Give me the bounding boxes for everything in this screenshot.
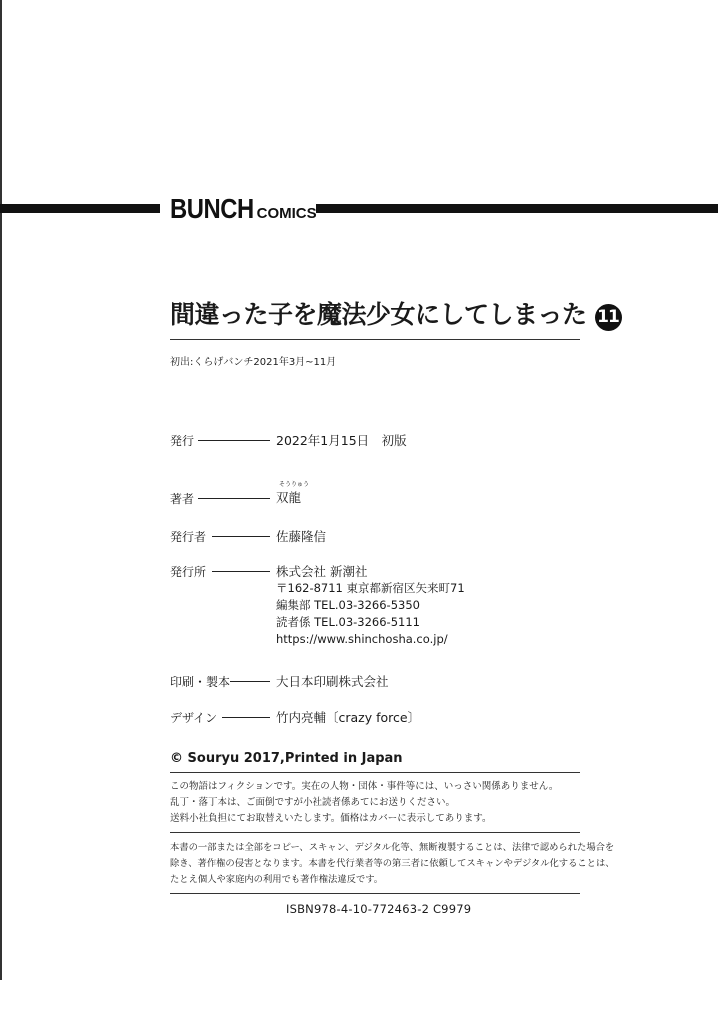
brand-logo (170, 193, 317, 225)
notice-block-2 (170, 840, 615, 888)
notice-block-1 (170, 779, 558, 827)
credit-dash (198, 498, 270, 499)
credit-value-printing: 大日本印刷株式会社 (276, 674, 389, 689)
credit-label-printing: 印刷・製本 (170, 675, 231, 689)
publisher-address-block (276, 580, 465, 648)
credit-value-issuer: 佐藤隆信 (276, 529, 327, 544)
credit-dash (212, 536, 270, 537)
credit-value-design: 竹内亮輔〔crazy force〕 (276, 710, 421, 725)
page-edge-line (0, 0, 2, 980)
isbn: ISBN978-4-10-772463-2 C9979 (286, 902, 472, 916)
author-ruby: そうりゅう (279, 481, 310, 488)
credit-dash (212, 571, 270, 572)
notice-rule (170, 832, 580, 833)
book-title-line (170, 295, 622, 331)
notice-copyright-2: 除き、著作権の侵害となります。本書を代行業者等の第三者に依頼してスキャンやデジタル化することは、 (170, 858, 615, 869)
credit-label-publish-date: 発行 (170, 434, 195, 448)
credit-dash (198, 440, 270, 441)
credit-value-publish-date: 2022年1月15日 初版 (276, 433, 407, 448)
credit-label-design: デザイン (170, 711, 218, 725)
first-published: 初出:くらげバンチ2021年3月~11月 (170, 357, 337, 368)
credit-label-author: 著者 (170, 492, 195, 506)
isbn-rule (170, 893, 580, 894)
publisher-url: https://www.shinchosha.co.jp/ (276, 632, 448, 646)
brand-sub: COMICS (256, 205, 317, 222)
credit-dash (222, 717, 270, 718)
brand-bar-right (316, 204, 718, 213)
credit-value-publisher: 株式会社 新潮社 (276, 564, 368, 579)
volume-badge: 11 (595, 304, 622, 331)
credit-dash (230, 681, 270, 682)
credit-value-author: 双龍 (276, 490, 302, 505)
notice-copyright-3: たとえ個人や家庭内の利用でも著作権法違反です。 (170, 874, 384, 885)
brand-main: BUNCH (170, 193, 254, 224)
notice-shipping: 送料小社負担にてお取替えいたします。価格はカバーに表示してあります。 (170, 813, 492, 824)
title-rule (170, 339, 580, 340)
book-title: 間違った子を魔法少女にしてしまった (170, 300, 587, 329)
notice-copyright-1: 本書の一部または全部をコピー、スキャン、デジタル化等、無断複製することは、法律で認められた場合を (170, 842, 615, 853)
brand-bar-left (0, 204, 160, 213)
notice-fiction: この物語はフィクションです。実在の人物・団体・事件等には、いっさい関係ありません。 (170, 781, 559, 792)
reader-tel: 読者係 TEL.03-3266-5111 (276, 615, 420, 629)
credit-label-issuer: 発行者 (170, 530, 207, 544)
editorial-tel: 編集部 TEL.03-3266-5350 (276, 598, 420, 612)
copyright: © Souryu 2017,Printed in Japan (170, 751, 403, 766)
copyright-rule (170, 772, 580, 773)
publisher-address: 〒162-8711 東京都新宿区矢来町71 (276, 581, 465, 595)
notice-misprint: 乱丁・落丁本は、ご面倒ですが小社読者係あてにお送りください。 (170, 797, 456, 808)
credit-label-publisher: 発行所 (170, 565, 207, 579)
